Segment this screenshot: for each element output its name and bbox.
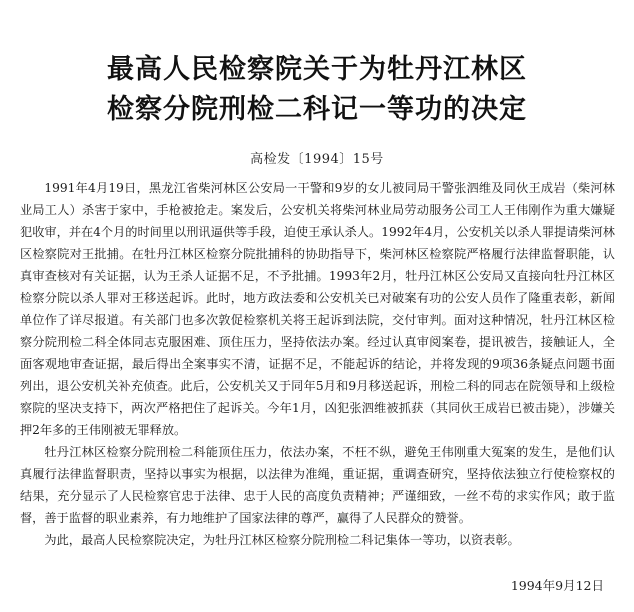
document-title-line-2: 检察分院刑检二科记一等功的决定 [107,94,527,125]
body-paragraph-2: 牡丹江林区检察分院刑检二科能顶住压力，依法办案，不枉不纵，避免王伟刚重大冤案的发生，是他们认真履行法律监督职责，坚持以事实为根据，以法律为准绳，重证据，重调查研究，坚持依法独立行使检察权的结果，充分显示了人民检察官忠于法律、忠于人民的高度负责精神；严谨细致，一丝不苟的求实作风；敢于监督，善于监督的职业素养，有力地维护了国家法律的尊严，赢得了人民群众的赞誉。 [20,445,615,525]
document-date: 1994年9月12日 [510,578,604,593]
document-number: 高检发〔1994〕15号 [250,152,384,167]
document-title-line-1: 最高人民检察院关于为牡丹江林区 [107,54,527,85]
body-paragraph-3: 为此，最高人民检察院决定，为牡丹江林区检察分院刑检二科记集体一等功，以资表彰。 [44,533,520,547]
document-body [20,177,615,551]
body-paragraph-1: 1991年4月19日，黑龙江省柴河林区公安局一干警和9岁的女儿被同局干警张泗维及同伙王成岩（柴河林业局工人）杀害于家中，手枪被抢走。案发后，公安机关将柴河林业局劳动服务公司工人王伟刚作为重大嫌疑犯收审，并在4个月的时间里以刑讯逼供等手段，迫使王承认杀人。1992年4月，公安机关以杀人罪提请柴河林区检察院对王批捕。在牡丹江林区检察分院批捕科的协助指导下，柴河林区检察院严格履行法律监督职能，认真审查核对有关证据，认为王杀人证据不足，不予批捕。1993年2月，牡丹江林区公安局又直接向牡丹江林区检察分院以杀人罪对王移送起诉。此时，地方政法委和公安机关已对破案有功的公安人员作了隆重表彰，新闻单位作了详尽报道。有关部门也多次敦促检察机关将王起诉到法院，交付审判。面对这种情况，牡丹江林区检察分院刑检二科全体同志克服困难、顶住压力，坚持依法办案。经过认真审阅案卷，提讯被告，接触证人，全面客观地审查证据，最后得出全案事实不清，证据不足，不能起诉的结论，并将发现的9项36条疑点问题书面列出，退公安机关补充侦查。此后，公安机关又于同年5月和9月移送起诉，刑检二科的同志在院领导和上级检察院的坚决支持下，两次严格把住了起诉关。今年1月，凶犯张泗维被抓获（其同伙王成岩已被击毙），涉嫌关押2年多的王伟刚被无罪释放。 [20,181,615,437]
